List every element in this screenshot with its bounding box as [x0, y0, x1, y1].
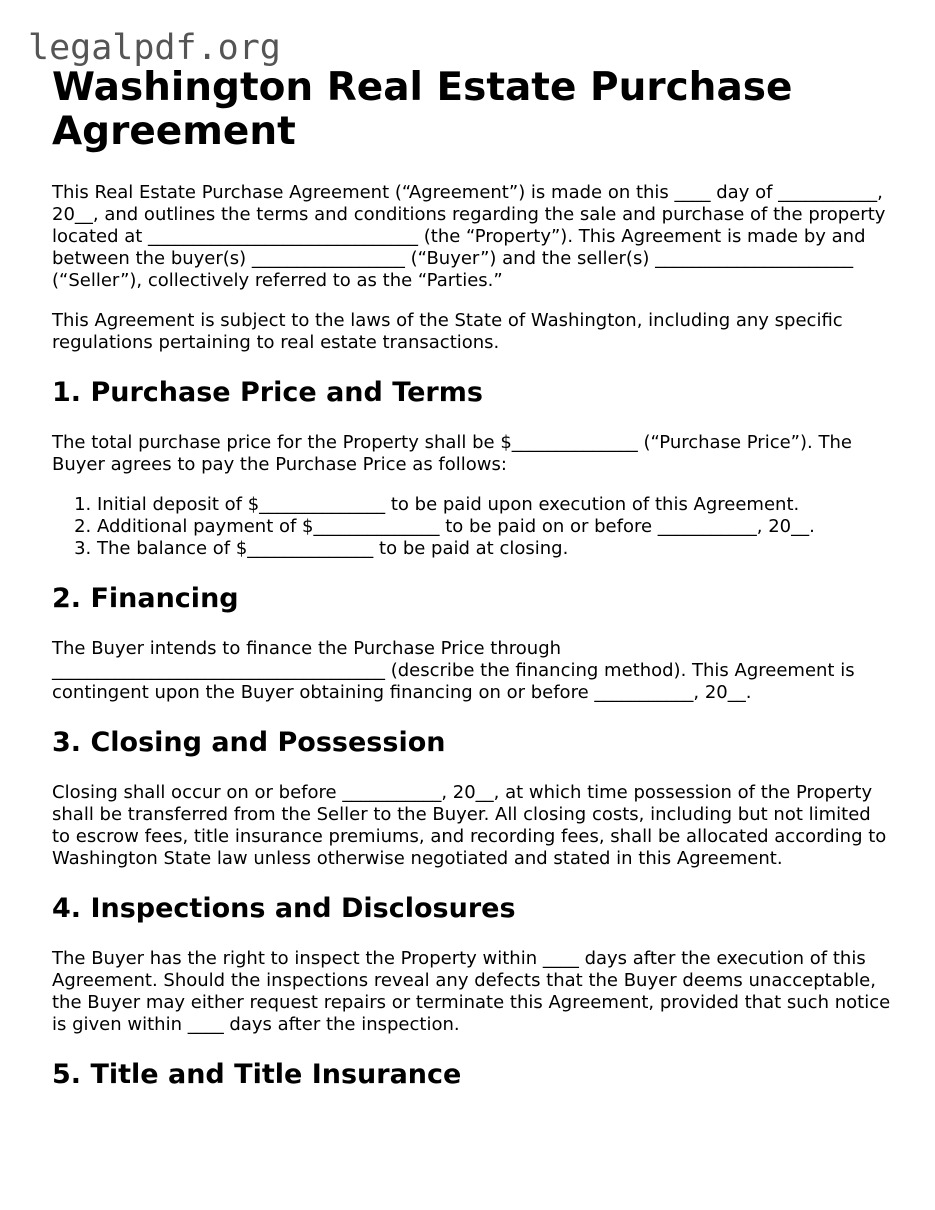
- section-heading-inspections: 4. Inspections and Disclosures: [52, 893, 516, 924]
- document-title: Washington Real Estate Purchase Agreement: [52, 65, 793, 154]
- document-page: [52, 66, 892, 1092]
- payment-terms-list: [52, 494, 892, 560]
- financing-paragraph: The Buyer intends to finance the Purchase Price through _____________________________________ (describe the financing method). This Agreement is contingent upon the Buyer obtaining financing on or before ___________, 20__.: [52, 638, 855, 703]
- list-item: 2. Additional payment of $______________ to be paid on or before ___________, 20__.: [97, 516, 892, 538]
- governing-law-paragraph: This Agreement is subject to the laws of the State of Washington, including any specific regulations pertaining to real estate transactions.: [52, 310, 843, 353]
- closing-paragraph: Closing shall occur on or before ___________, 20__, at which time possession of the Property shall be transferred from the Seller to the Buyer. All closing costs, including but not limited to escrow fees, title insurance premiums, and recording fees, shall be allocated according to Washington State law unless otherwise negotiated and stated in this Agreement.: [52, 782, 887, 869]
- section-heading-financing: 2. Financing: [52, 583, 239, 614]
- list-item: 1. Initial deposit of $______________ to be paid upon execution of this Agreement.: [97, 494, 892, 516]
- inspections-paragraph: The Buyer has the right to inspect the Property within ____ days after the execution of this Agreement. Should the inspections reveal any defects that the Buyer deems unacceptable, the Buyer may either request repairs or terminate this Agreement, provided that such notice is given within ____ days after the inspection.: [52, 948, 891, 1035]
- section-heading-purchase-price: 1. Purchase Price and Terms: [52, 377, 483, 408]
- watermark-logo: legalpdf.org: [28, 28, 281, 68]
- section-heading-closing: 3. Closing and Possession: [52, 727, 446, 758]
- purchase-price-paragraph: The total purchase price for the Property shall be $______________ (“Purchase Price”). The Buyer agrees to pay the Purchase Price as follows:: [52, 432, 852, 475]
- section-heading-title-insurance: 5. Title and Title Insurance: [52, 1059, 462, 1090]
- list-item: 3. The balance of $______________ to be paid at closing.: [97, 538, 892, 560]
- intro-paragraph: This Real Estate Purchase Agreement (“Agreement”) is made on this ____ day of ___________, 20__, and outlines the terms and conditions regarding the sale and purchase of the property located at ______________________________ (the “Property”). This Agreement is made by and between the buyer(s) _________________ (“Buyer”) and the seller(s) ______________________ (“Seller”), collectively referred to as the “Parties.”: [52, 182, 886, 291]
